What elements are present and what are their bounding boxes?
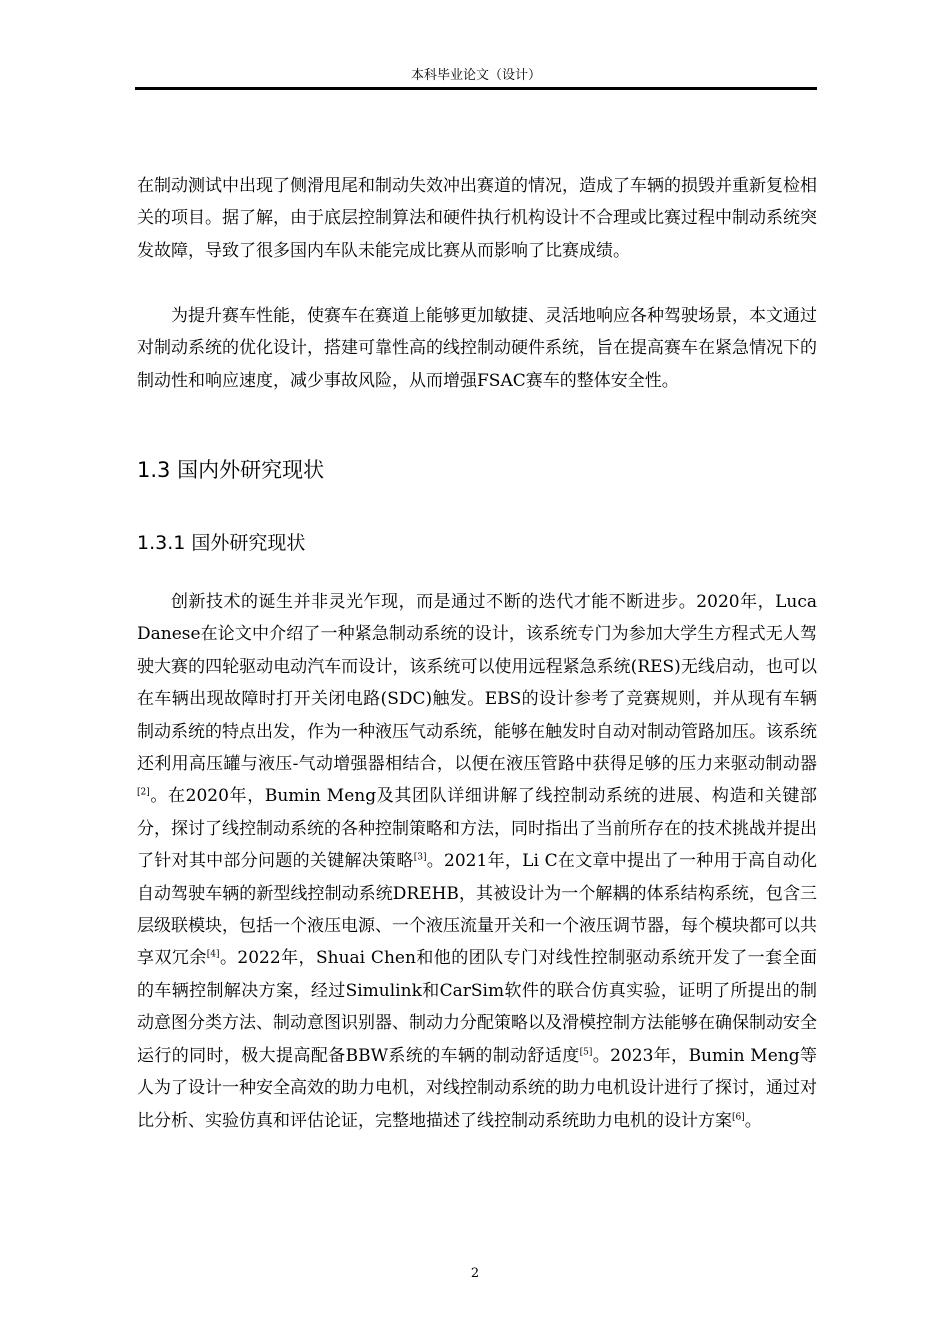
header-title: 本科毕业论文（设计） xyxy=(410,68,541,83)
citation-5: [5] xyxy=(579,1047,593,1058)
page-number: 2 xyxy=(470,1266,480,1281)
page-header xyxy=(135,60,817,90)
paragraph-3-text-4: 。2022年，Shuai Chen和他的团队专门对线性控制驱动系统开发了一套全面的车辆控制解决方案，经过Simulink和CarSim软件的联合仿真实验，证明了所提出的制动意图分类方法、制动意图识别器、制动力分配策略以及滑模控制方法能够在确保制动安全运行的同时，极大提高配备BBW系统的车辆的制动舒适度 xyxy=(137,948,818,1066)
paragraph-3-text-5: 。2023年，Bumin Meng等人为了设计一种安全高效的助力电机，对线控制动系统的助力电机设计进行了探讨，通过对比分析、实验仿真和评估论证，完整地描述了线控制动系统助力电机的设计方案 xyxy=(137,1045,817,1131)
citation-6: [6] xyxy=(732,1111,745,1122)
citation-4: [4] xyxy=(206,949,220,960)
paragraph-3-text-2: 。在2020年，Bumin Meng及其团队详细讲解了线控制动系统的进展、构造和关键部分，探讨了线控制动系统的各种控制策略和方法，同时指出了当前所存在的技术挑战并提出了针对其中部分问题的关键解决策略 xyxy=(137,786,817,872)
paragraph-3-text-6: 。 xyxy=(744,1110,762,1131)
citation-2: [2] xyxy=(137,787,150,798)
citation-3: [3] xyxy=(413,852,427,863)
paragraph-3-text-1: 创新技术的诞生并非灵光乍现，而是通过不断的迭代才能不断进步。2020年，Luca Danese在论文中介绍了一种紧急制动系统的设计，该系统专门为参加大学生方程式无人驾驶大赛的四轮驱动电动汽车而设计，该系统可以使用远程紧急系统(RES)无线启动，也可以在车辆出现故障时打开关闭电路(SDC)触发。EBS的设计参考了竞赛规则，并从现有车辆制动系统的特点出发，作为一种液压气动系统，能够在触发时自动对制动管路加压。该系统还利用高压罐与液压-气动增强器相结合，以便在液压管路中获得足够的压力来驱动制动器 xyxy=(137,592,817,775)
subsection-heading: 1.3.1 国外研究现状 xyxy=(137,532,306,554)
paragraph-1: 在制动测试中出现了侧滑甩尾和制动失效冲出赛道的情况，造成了车辆的损毁并重新复检相关的项目。据了解，由于底层控制算法和硬件执行机构设计不合理或比赛过程中制动系统突发故障，导致了很多国内车队未能完成比赛从而影响了比赛成绩。 xyxy=(137,176,817,261)
header-rule xyxy=(135,87,817,90)
paragraph-3 xyxy=(137,586,817,1137)
paragraph-3-text-3: 。2021年，Li C在文章中提出了一种用于高自动化自动驾驶车辆的新型线控制动系统DREHB，其被设计为一个解耦的体系结构系统，包含三层级联模块，包括一个液压电源、一个液压流量开关和一个液压调节器，每个模块都可以共享双冗余 xyxy=(137,851,818,969)
paragraph-2: 为提升赛车性能，使赛车在赛道上能够更加敏捷、灵活地响应各种驾驶场景，本文通过对制动系统的优化设计，搭建可靠性高的线控制动硬件系统，旨在提高赛车在紧急情况下的制动性和响应速度，减少事故风险，从而增强FSAC赛车的整体安全性。 xyxy=(137,306,817,391)
section-heading: 1.3 国内外研究现状 xyxy=(137,458,325,482)
